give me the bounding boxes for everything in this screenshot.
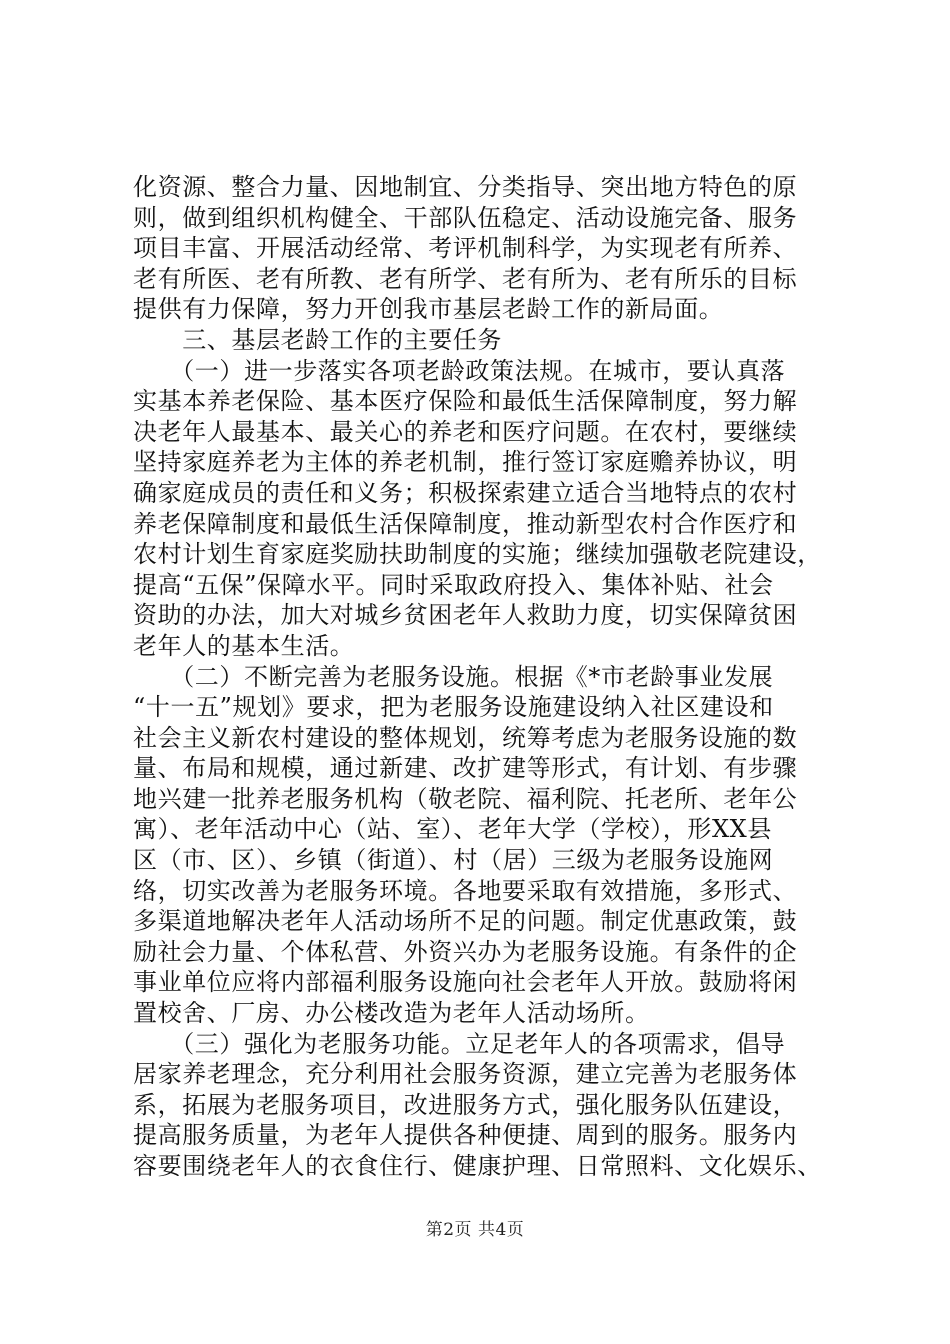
text-line: 地兴建一批养老服务机构（敬老院、福利院、托老所、老年公 [133,784,798,813]
text-line: （一）进一步落实各项老龄政策法规。在城市，要认真落 [133,356,786,385]
text-line: 老有所医、老有所教、老有所学、老有所为、老有所乐的目标 [133,264,798,293]
text-line: 确家庭成员的责任和义务；积极探索建立适合当地特点的农村 [133,478,798,507]
text-line: 则，做到组织机构健全、干部队伍稳定、活动设施完备、服务 [133,203,798,232]
text-line: 多渠道地解决老年人活动场所不足的问题。制定优惠政策，鼓 [133,907,798,936]
text-line: 容要围绕老年人的衣食住行、健康护理、日常照料、文化娱乐、 [133,1152,822,1180]
text-line: （三）强化为老服务功能。立足老年人的各项需求，倡导 [133,1029,786,1058]
document-body [133,172,833,1182]
text-line: 居家养老理念，充分利用社会服务资源，建立完善为老服务体 [133,1060,798,1089]
text-line: 提供有力保障，努力开创我市基层老龄工作的新局面。 [133,295,724,324]
text-line: 络，切实改善为老服务环境。各地要采取有效措施，多形式、 [133,876,798,905]
text-line: 实基本养老保险、基本医疗保险和最低生活保障制度，努力解 [133,387,798,416]
text-line: 区（市、区）、乡镇（街道）、村（居）三级为老服务设施网 [133,846,774,875]
text-line: 坚持家庭养老为主体的养老机制，推行签订家庭赡养协议，明 [133,448,798,477]
text-line: 养老保障制度和最低生活保障制度，推动新型农村合作医疗和 [133,509,798,538]
text-line: 资助的办法，加大对城乡贫困老年人救助力度，切实保障贫困 [133,601,798,630]
text-line: 系，拓展为老服务项目，改进服务方式，强化服务队伍建设， [133,1090,798,1119]
text-line: “十一五”规划》要求，把为老服务设施建设纳入社区建设和 [133,693,774,722]
text-line: 项目丰富、开展活动经常、考评机制科学，为实现老有所养、 [133,234,798,263]
text-line: 寓）、老年活动中心（站、室）、老年大学（学校），形XX县 [133,815,772,844]
text-line: （二）不断完善为老服务设施。根据《*市老龄事业发展 [133,662,774,691]
text-line: 提高“五保”保障水平。同时采取政府投入、集体补贴、社会 [133,570,774,599]
section-heading: 三、基层老龄工作的主要任务 [133,325,502,354]
text-line: 提高服务质量，为老年人提供各种便捷、周到的服务。服务内 [133,1121,798,1150]
text-line: 置校舍、厂房、办公楼改造为老年人活动场所。 [133,999,650,1028]
text-line: 事业单位应将内部福利服务设施向社会老年人开放。鼓励将闲 [133,968,798,997]
text-line: 农村计划生育家庭奖励扶助制度的实施；继续加强敬老院建设， [133,540,822,569]
text-line: 老年人的基本生活。 [133,631,355,660]
text-line: 化资源、整合力量、因地制宜、分类指导、突出地方特色的原 [133,173,798,201]
text-line: 励社会力量、个体私营、外资兴办为老服务设施。有条件的企 [133,937,798,966]
text-line: 社会主义新农村建设的整体规划，统筹考虑为老服务设施的数 [133,723,798,752]
page-number: 第2页 共4页 [425,1220,525,1240]
text-line: 决老年人最基本、最关心的养老和医疗问题。在农村，要继续 [133,417,798,446]
text-line: 量、布局和规模，通过新建、改扩建等形式，有计划、有步骤 [133,754,798,783]
